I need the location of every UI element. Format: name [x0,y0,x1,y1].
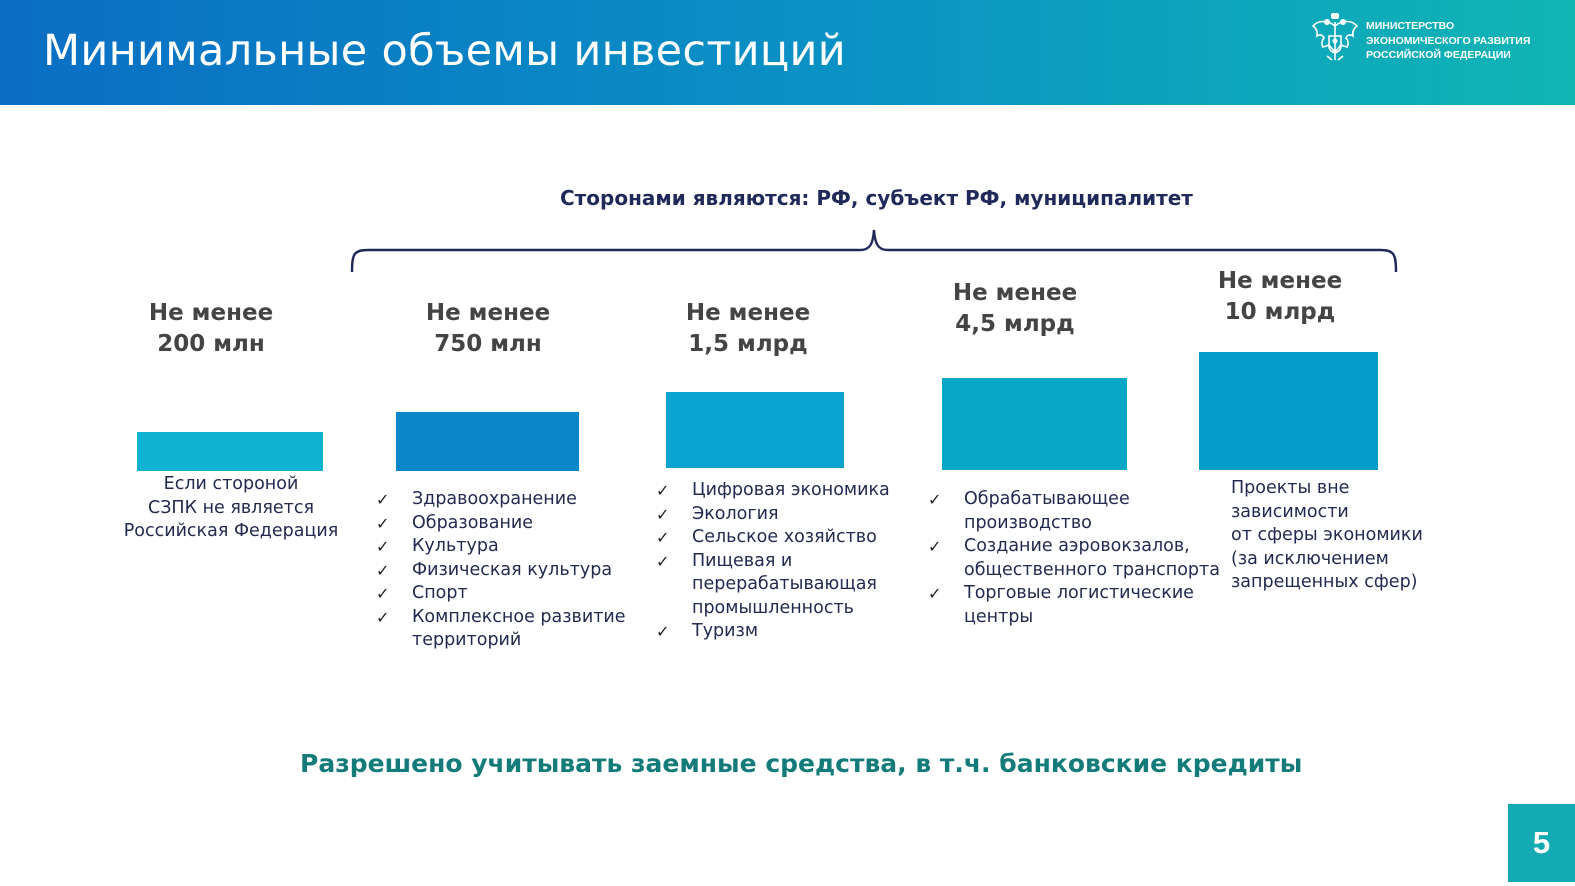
description-line: Если стороной [163,474,299,494]
tier-heading-4-5mlrd [932,278,1098,340]
tier-heading-line: Не менее [425,300,551,326]
checkmark-icon: ✓ [376,513,390,533]
description-line: (за исключением [1231,548,1389,569]
tier-heading-line: Не менее [952,280,1078,306]
checkmark-icon: ✓ [376,584,390,603]
sector-list-1-5mlrd [656,479,890,644]
page-title: Минимальные объемы инвестиций [43,26,846,76]
list-item: ✓ Туризм [656,620,890,644]
tier-bar-750mln [396,412,579,471]
tier-heading-line: Не менее [685,300,811,326]
tier-heading-750mln [405,298,571,360]
tier-heading-200mln [130,298,292,360]
description-line: Российская Федерация [123,521,339,541]
tier-bar-4-5mlrd [942,378,1127,470]
parties-label: Сторонами являются: РФ, субъект РФ, муниципалитет [560,186,1193,210]
tier-heading-amount: 750 млн [434,331,542,357]
tier-heading-line: Не менее [1217,268,1343,294]
tier-heading-10mlrd [1197,266,1363,328]
tier-heading-amount: 10 млрд [1224,299,1336,325]
borrowed-funds-note: Разрешено учитывать заемные средства, в т.ч. банковские кредиты [300,749,1303,778]
list-item: ✓ Сельское хозяйство [656,526,890,550]
list-item: ✓ Пищевая и перерабатывающая промышленность [656,550,877,618]
coat-of-arms-icon [1310,12,1360,66]
tier-heading-line: Не менее [148,300,274,326]
checkmark-icon: ✓ [376,537,390,556]
sector-list-750mln [376,488,626,653]
tier-description-200mln [120,473,342,544]
description-line: от сферы экономики [1231,525,1423,545]
tier-bar-1-5mlrd [666,392,844,468]
tier-heading-amount: 4,5 млрд [955,311,1075,337]
tier-description-10mlrd [1231,477,1423,595]
list-item: ✓ Экология [656,503,890,527]
ministry-line-1: МИНИСТЕРСТВО [1366,20,1455,32]
list-item: ✓ Комплексное развитие территорий [376,606,626,650]
page-number-badge: 5 [1508,804,1575,882]
list-item: ✓ Обрабатывающее производство [928,489,1130,533]
list-item: ✓ Цифровая экономика [656,479,890,503]
checkmark-icon: ✓ [928,584,942,603]
tier-heading-amount: 200 млн [157,331,265,357]
list-item: ✓ Спорт [376,582,626,606]
list-item: ✓ Здравоохранение [376,488,626,512]
checkmark-icon: ✓ [376,490,390,509]
list-item: ✓ Культура [376,535,626,559]
tier-heading-1-5mlrd [665,298,831,360]
list-item: ✓ Торговые логистические центры [928,583,1194,627]
tier-bar-10mlrd [1199,352,1378,470]
checkmark-icon: ✓ [656,528,670,547]
description-line: зависимости [1231,501,1349,522]
sector-list-4-5mlrd [928,488,1220,629]
checkmark-icon: ✓ [928,490,942,509]
checkmark-icon: ✓ [656,504,670,524]
checkmark-icon: ✓ [376,607,390,627]
description-line: СЗПК не является [147,497,315,518]
checkmark-icon: ✓ [656,481,670,500]
checkmark-icon: ✓ [376,560,390,580]
header-banner [0,0,1575,105]
ministry-line-3: РОССИЙСКОЙ ФЕДЕРАЦИИ [1366,49,1511,61]
ministry-line-2: ЭКОНОМИЧЕСКОГО РАЗВИТИЯ [1366,34,1531,47]
checkmark-icon: ✓ [656,622,670,641]
ministry-name [1366,19,1530,63]
list-item: ✓ Образование [376,512,626,536]
tier-bar-200mln [137,432,323,471]
checkmark-icon: ✓ [928,537,942,556]
description-line: Проекты вне [1231,478,1350,498]
list-item: ✓ Создание аэровокзалов, общественного транспорта [928,536,1220,580]
tier-heading-amount: 1,5 млрд [688,331,808,357]
checkmark-icon: ✓ [656,551,670,571]
list-item: ✓ Физическая культура [376,559,626,583]
description-line: запрещенных сфер) [1231,572,1418,592]
